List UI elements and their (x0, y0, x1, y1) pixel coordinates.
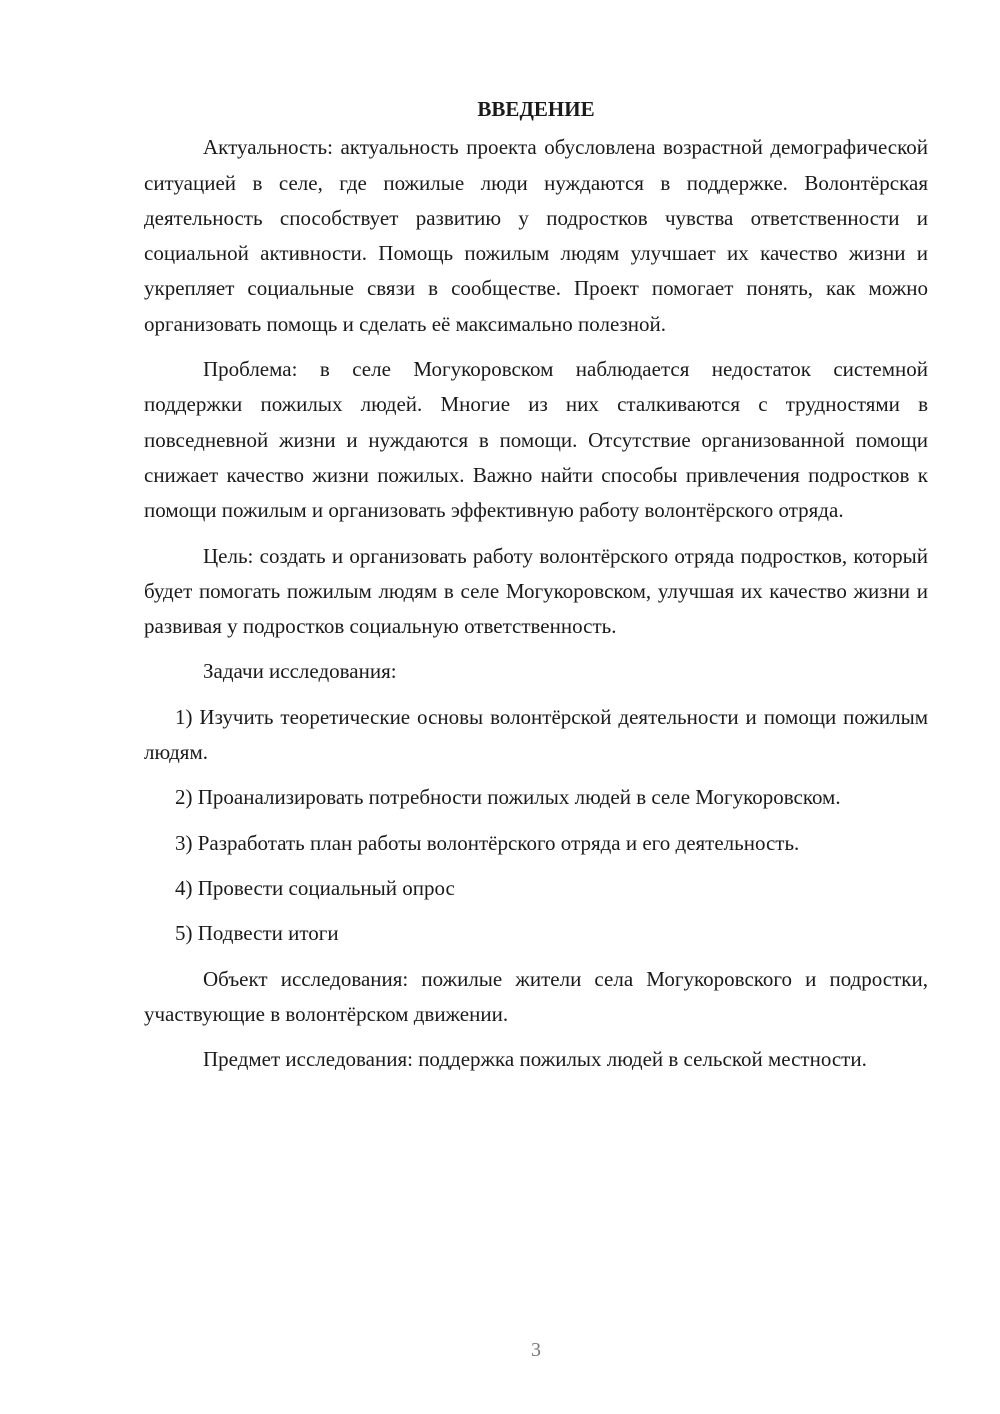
task-item-4: 4) Провести социальный опрос (175, 875, 455, 900)
subject-paragraph: Предмет исследования: поддержка пожилых людей в сельской местности. (203, 1047, 867, 1072)
task-item-2: 2) Проанализировать потребности пожилых людей в селе Могукоровском. (175, 785, 841, 810)
task-item-5: 5) Подвести итоги (175, 921, 339, 946)
tasks-heading: Задачи исследования: (203, 659, 397, 684)
goal-paragraph: Цель: создать и организовать работу волонтёрского отряда подростков, который будет помогать пожилым людям в селе Могукоровском, улучшая их качество жизни и развивая у подростков социальную ответственность. (144, 543, 928, 639)
task-item-3: 3) Разработать план работы волонтёрского отряда и его деятельность. (175, 830, 800, 855)
object-paragraph: Объект исследования: пожилые жители села Могукоровского и подростки, участвующие в волонтёрском движении. (144, 966, 928, 1026)
task-item-1: 1) Изучить теоретические основы волонтёрской деятельности и помощи пожилым людям. (144, 704, 928, 765)
relevance-paragraph: Актуальность: актуальность проекта обусловлена возрастной демографической ситуацией в селе, где пожилые люди нуждаются в поддержке. Волонтёрская деятельность способствует развитию у подростков чувства ответственности и социальной активности. Помощь пожилым людям улучшает их качество жизни и укрепляет социальные связи в сообществе. Проект помогает понять, как можно организовать помощь и сделать её максимально полезной. (144, 135, 928, 336)
page-content (144, 92, 928, 1087)
page-title: ВВЕДЕНИЕ (477, 97, 595, 121)
problem-paragraph: Проблема: в селе Могукоровском наблюдается недостаток системной поддержки пожилых людей. Многие из них сталкиваются с трудностями в повседневной жизни и нуждаются в помощи. Отсутствие организованной помощи снижает качество жизни пожилых. Важно найти способы привлечения подростков к помощи пожилым и организовать эффективную работу волонтёрского отряда. (144, 357, 928, 523)
page-number: 3 (531, 1339, 541, 1361)
